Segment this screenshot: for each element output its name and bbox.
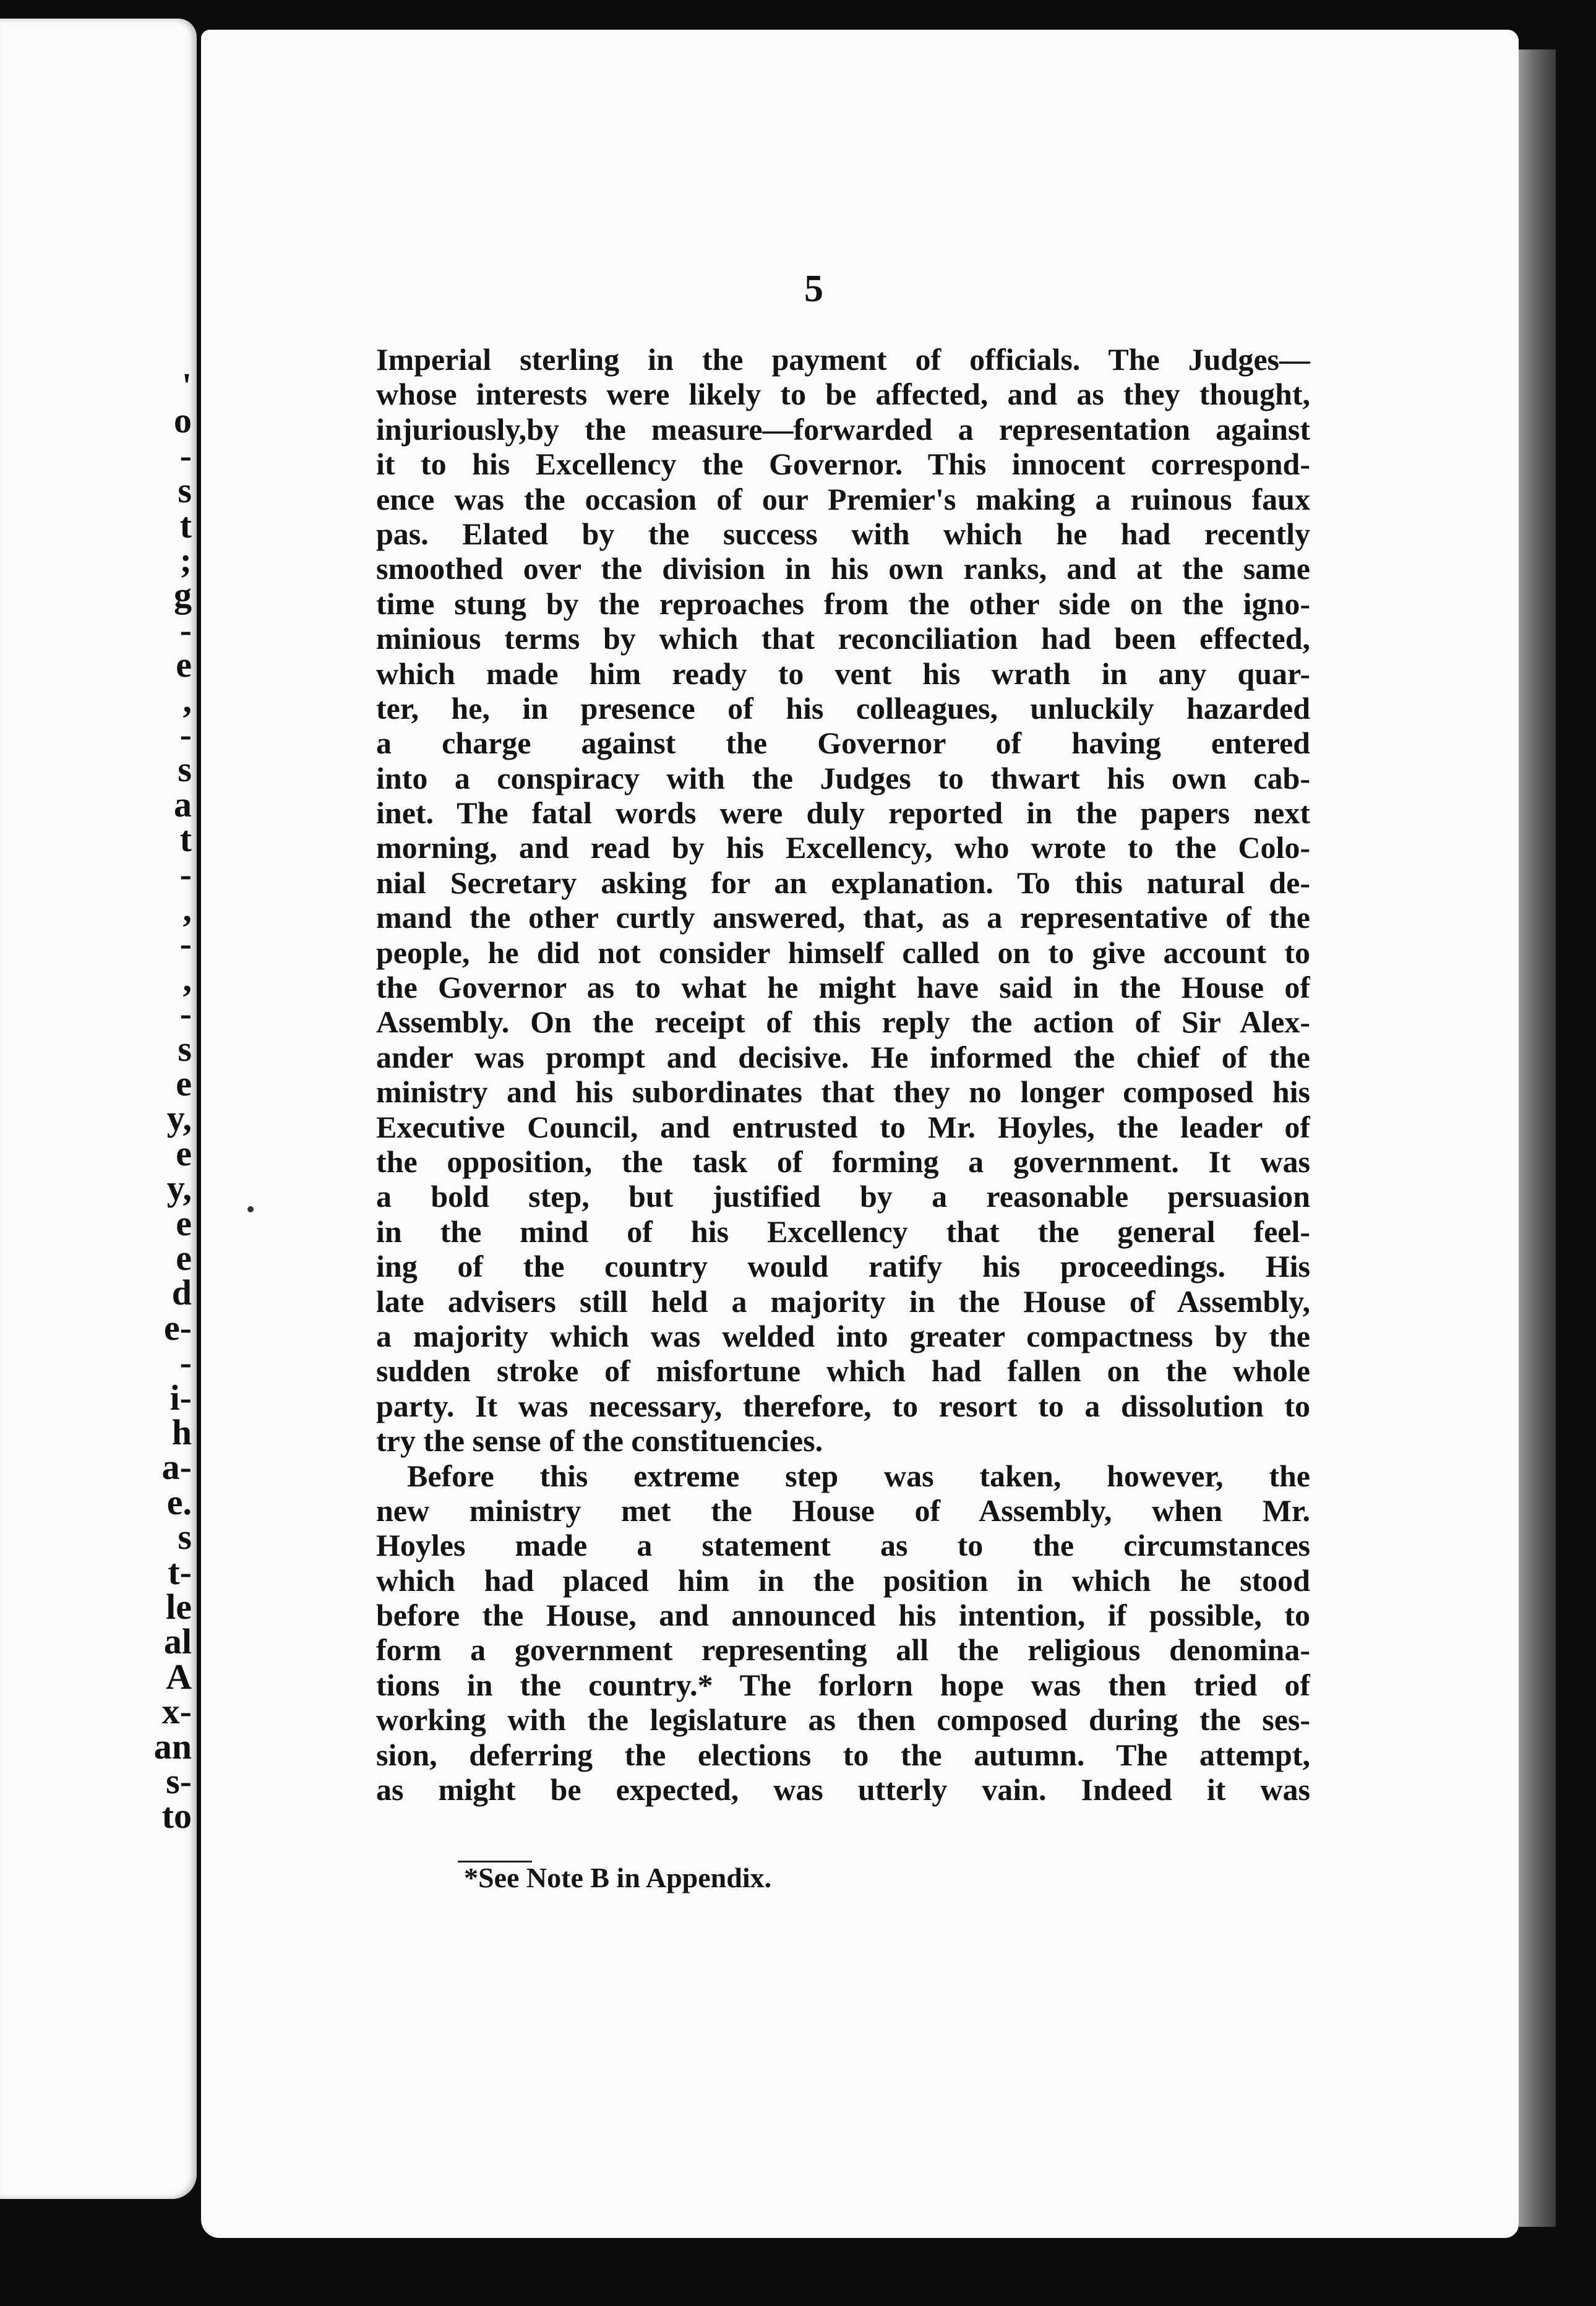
text-line: ence was the occasion of our Premier's making a ruinous faux (376, 481, 1310, 516)
margin-char: e (176, 645, 192, 685)
margin-char: ; (179, 540, 192, 580)
margin-char: e (176, 1202, 192, 1243)
text-line: pas. Elated by the success with which he had recently (376, 516, 1310, 551)
text-line: ing of the country would ratify his proceedings. His (376, 1249, 1310, 1284)
text-line: before the House, and announced his intention, if possible, to (376, 1598, 1310, 1633)
text-line: a charge against the Governor of having entered (376, 726, 1310, 761)
text-line: Assembly. On the receipt of this reply the action of Sir Alex- (376, 1005, 1310, 1040)
text-line: in the mind of his Excellency that the general feel- (376, 1214, 1310, 1249)
text-line: party. It was necessary, therefore, to resort to a dissolution to (376, 1388, 1310, 1423)
text-line: into a conspiracy with the Judges to thwart his own cab- (376, 760, 1310, 795)
text-line: tions in the country.* The forlorn hope was then tried of (376, 1667, 1310, 1702)
margin-char: an (153, 1726, 192, 1767)
text-line: ander was prompt and decisive. He informed the chief of the (376, 1039, 1310, 1074)
text-line: Hoyles made a statement as to the circumstances (376, 1528, 1310, 1563)
text-line: mand the other curtly answered, that, as a representative of the (376, 900, 1310, 935)
text-line: a majority which was welded into greater compactness by the (376, 1318, 1310, 1353)
margin-char: y, (166, 1168, 192, 1209)
margin-char: , (182, 889, 192, 929)
text-line: morning, and read by his Excellency, who wrote to the Colo- (376, 830, 1310, 865)
margin-char: a- (161, 1447, 192, 1488)
margin-char: - (179, 854, 192, 894)
margin-char: t (179, 505, 192, 546)
margin-char: y, (166, 1098, 192, 1139)
margin-char: - (179, 1342, 192, 1383)
margin-char: - (179, 435, 192, 476)
text-line: as might be expected, was utterly vain. Indeed it was (376, 1772, 1310, 1807)
margin-char: e- (163, 1307, 192, 1348)
text-line: sion, deferring the elections to the autumn. The attempt, (376, 1737, 1310, 1772)
margin-char: o (174, 400, 192, 441)
margin-char: - (179, 993, 192, 1034)
margin-char: , (182, 958, 192, 999)
text-line: Executive Council, and entrusted to Mr. Hoyles, the leader of (376, 1109, 1310, 1144)
margin-char: s (178, 1517, 192, 1558)
text-line: Imperial sterling in the payment of officials. The Judges— (376, 342, 1310, 377)
text-line: a bold step, but justified by a reasonable persuasion (376, 1179, 1310, 1214)
left-page (0, 19, 197, 2199)
text-line: Before this extreme step was taken, however, the (407, 1458, 1310, 1493)
margin-char: e. (166, 1481, 192, 1522)
text-line: smoothed over the division in his own ranks, and at the same (376, 551, 1310, 586)
margin-char: i- (169, 1377, 192, 1418)
footnote: *See Note B in Appendix. (464, 1862, 772, 1893)
text-line: sudden stroke of misfortune which had fallen on the whole (376, 1353, 1310, 1389)
margin-char: d (171, 1272, 192, 1313)
margin-char: h (171, 1412, 192, 1452)
text-line: injuriously,by the measure—forwarded a representation against (376, 411, 1310, 447)
text-line: late advisers still held a majority in the House of Assembly, (376, 1284, 1310, 1319)
left-page-margin-text (155, 19, 192, 2199)
margin-char: x- (161, 1691, 192, 1732)
margin-char: A (166, 1656, 192, 1697)
margin-char: g (174, 575, 192, 615)
margin-char: - (179, 714, 192, 755)
margin-char: - (179, 609, 192, 650)
text-line: form a government representing all the religious denomina- (376, 1632, 1310, 1668)
text-line: try the sense of the constituencies. (376, 1423, 823, 1459)
text-line: minious terms by which that reconciliation had been effected, (376, 621, 1310, 656)
text-line: ministry and his subordinates that they no longer composed his (376, 1074, 1310, 1110)
text-line: inet. The fatal words were duly reported in the papers next (376, 795, 1310, 831)
text-line: which made him ready to vent his wrath in any quar- (376, 656, 1310, 691)
margin-char: , (182, 679, 192, 720)
margin-char: s- (166, 1761, 192, 1801)
text-line: which had placed him in the position in which he stood (376, 1562, 1310, 1598)
margin-char: a (174, 784, 192, 825)
text-line: people, he did not consider himself called on to give account to (376, 935, 1310, 970)
margin-char: t- (168, 1551, 192, 1592)
margin-char: le (166, 1587, 192, 1627)
margin-char: s (178, 470, 192, 511)
margin-char: e (176, 1063, 192, 1104)
margin-char: s (178, 1028, 192, 1069)
margin-char: t (179, 819, 192, 860)
text-line: new ministry met the House of Assembly, when Mr. (376, 1493, 1310, 1528)
body-text (376, 342, 1310, 1807)
margin-char: e (176, 1133, 192, 1173)
page-number: 5 (804, 268, 823, 310)
text-line: whose interests were likely to be affected, and as they thought, (376, 377, 1310, 412)
text-line: the opposition, the task of forming a government. It was (376, 1144, 1310, 1179)
text-line: the Governor as to what he might have said in the House of (376, 970, 1310, 1005)
text-line: nial Secretary asking for an explanation. To this natural de- (376, 865, 1310, 900)
text-line: it to his Excellency the Governor. This innocent correspond- (376, 447, 1310, 482)
margin-char: ' (181, 366, 192, 406)
text-line: ter, he, in presence of his colleagues, unluckily hazarded (376, 690, 1310, 726)
text-line: time stung by the reproaches from the other side on the igno- (376, 586, 1310, 621)
ink-speck (247, 1206, 254, 1212)
margin-char: - (179, 924, 192, 964)
margin-char: to (161, 1796, 192, 1837)
margin-char: e (176, 1238, 192, 1278)
margin-char: s (178, 749, 192, 790)
margin-char: al (163, 1621, 192, 1662)
book-edge (1519, 49, 1556, 2227)
text-line: working with the legislature as then composed during the ses- (376, 1702, 1310, 1738)
